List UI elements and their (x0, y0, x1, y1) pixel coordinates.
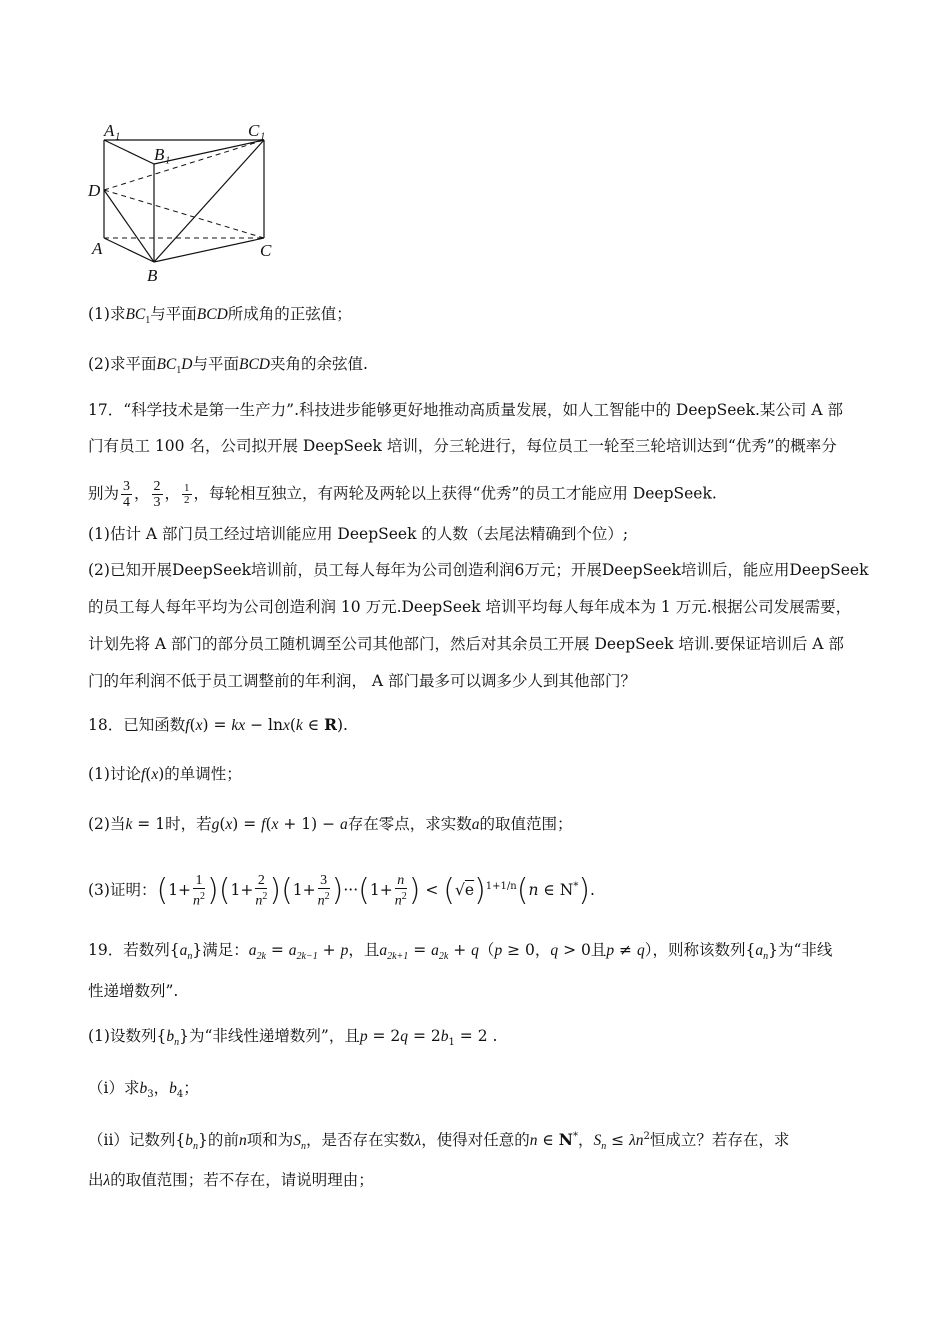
label-A1: A₁ (104, 121, 121, 140)
q17-part2-line3: 计划先将 A 部门的部分员工随机调至公司其他部门，然后对其余员工开展 DeepSeek 培训.要保证培训后 A 部 (88, 635, 844, 653)
edge-AB (104, 238, 154, 262)
q18-intro: 18．已知函数f(x) = kx − lnx(k ∈ R). (88, 715, 348, 734)
edge-DC-hidden (104, 190, 264, 238)
q16-part2: (2)求平面$BC_1D$与平面BCD夹角的余弦值. (88, 355, 368, 377)
fraction-3-4: $\frac{3}{4}$ (123, 479, 131, 510)
q18-part1: (1)讨论f(x)的单调性； (88, 765, 242, 783)
q19-part1: (1)设数列$\{b_n\}$为“非线性递增数列”，且$p = 2q = 2b_1 = 2$ . (88, 1027, 498, 1049)
q17-line2: 门有员工 100 名，公司拟开展 DeepSeek 培训，分三轮进行，每位员工一轮至三轮培训达到“优秀”的概率分 (88, 437, 837, 455)
q19-sub-i: （i）求$b_3$，$b_4$； (88, 1079, 199, 1101)
q17-part2-line2: 的员工每人每年平均为公司创造利润 10 万元.DeepSeek 培训平均每人每年成本为 1 万元.根据公司发展需要， (88, 598, 852, 616)
q19-sub-ii: （ii）记数列$\{b_n\}$的前n项和为$S_n$，是否存在实数λ，使得对任意的n ∈ N*，$S_n \le \lambda n^2$恒成立？若存在，求 (88, 1130, 790, 1153)
edge-DC1-hidden (104, 140, 264, 190)
label-A: A (92, 239, 103, 258)
label-B: B (147, 266, 158, 285)
label-C: C (260, 241, 272, 260)
q16-part1: (1)求$BC_1$与平面BCD所成角的正弦值； (88, 305, 352, 327)
label-B1: B₁ (154, 145, 171, 164)
q17-part2-line4: 门的年利润不低于员工调整前的年利润， A 部门最多可以调多少人到其他部门？ (88, 672, 637, 690)
fraction-2-3: $\frac{2}{3}$ (153, 479, 161, 510)
edge-B1C1 (154, 140, 264, 164)
label-D: D (88, 181, 101, 200)
q17-part1: (1)估计 A 部门员工经过培训能应用 DeepSeek 的人数（去尾法精确到个位）; (88, 525, 629, 543)
q19-intro: 19．若数列$\{a_n\}$满足：$a_{2k} = a_{2k-1} + p$，且$a_{2k+1} = a_{2k} + q(p \ge 0$，q > 0且p ≠ q），则称该数列$\{a_n\}$为“非线 (88, 941, 833, 963)
edge-DB (104, 190, 154, 262)
q19-sub-ii-line2: 出λ的取值范围；若不存在，请说明理由； (88, 1171, 374, 1189)
q17-line3: 别为 $\frac{3}{4}$ ， $\frac{2}{3}$ ， $\frac{1}{2}$ ，每轮相互独立，有两轮及两轮以上获得“优秀”的员工才能应用 DeepSeek. (88, 479, 717, 510)
prism-figure (84, 116, 284, 288)
label-C1: C₁ (248, 121, 266, 140)
q17-part2-line1: (2)已知开展DeepSeek培训前，员工每人每年为公司创造利润6万元；开展DeepSeek培训后，能应用DeepSeek (88, 561, 869, 579)
fraction-1-2: $\frac{1}{2}$ (184, 482, 190, 506)
edge-BC (154, 238, 264, 262)
edge-A1B1 (104, 140, 154, 164)
q18-part3: (3)证明：(1+ $\frac{1}{n^2}$ )(1+ $\frac{2}{n^2}$ )(1+ $\frac{3}{n^2}$ )···(1+ $\frac{n}{n^2}$ ) < $(√e)^{1+1/n}(n$ ∈ N*). (88, 873, 595, 909)
q19-intro-line2: 性递增数列”. (88, 982, 179, 1000)
q18-part2: (2)当k = 1时，若g(x) = f(x + 1) − a存在零点，求实数a的取值范围； (88, 815, 573, 833)
edge-BC1 (154, 140, 264, 262)
q17-line1: 17．“科学技术是第一生产力”.科技进步能够更好地推动高质量发展，如人工智能中的 DeepSeek.某公司 A 部 (88, 401, 843, 419)
